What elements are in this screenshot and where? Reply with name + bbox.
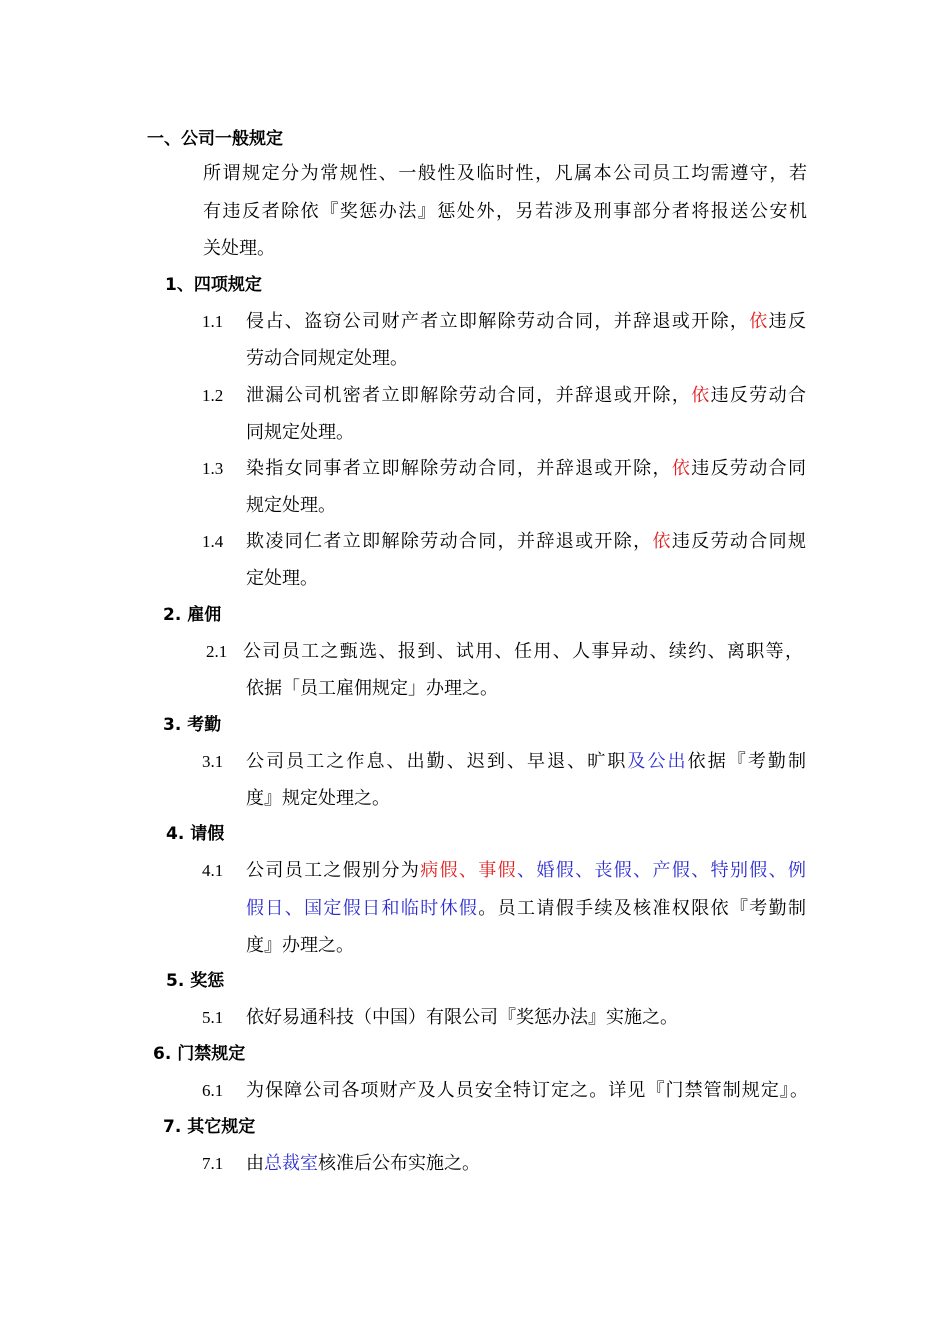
item-text-line: 泄漏公司机密者立即解除劳动合同，并辞退或开除，依违反劳动合 <box>246 385 807 406</box>
item-text-line: 同规定处理。 <box>246 422 354 443</box>
item-text-line: 公司员工之甄选、报到、试用、任用、人事异动、续约、离职等， <box>243 641 803 662</box>
item-number: 2.1 <box>206 642 228 661</box>
item-text-line: 为保障公司各项财产及人员安全特订定之。详见『门禁管制规定』。 <box>246 1080 808 1101</box>
section-heading-employment: 2. 雇佣 <box>163 605 222 625</box>
item-text-line: 公司员工之假别分为病假、事假、婚假、丧假、产假、特别假、例 <box>246 860 807 881</box>
item-number: 1.4 <box>202 532 224 551</box>
item-text-line: 假日、国定假日和临时休假。员工请假手续及核准权限依『考勤制 <box>246 898 807 919</box>
item-text-line: 定处理。 <box>246 568 318 589</box>
item-number: 4.1 <box>202 861 224 880</box>
item-number: 1.3 <box>202 459 224 478</box>
section-heading-reward-punishment: 5. 奖惩 <box>166 971 225 991</box>
item-text-line: 公司员工之作息、出勤、迟到、早退、旷职及公出依据『考勤制 <box>246 751 807 772</box>
item-text-line: 劳动合同规定处理。 <box>246 348 408 369</box>
item-text-line: 度』规定处理之。 <box>246 788 390 809</box>
item-text-line: 依好易通科技（中国）有限公司『奖惩办法』实施之。 <box>246 1007 678 1028</box>
section-heading-general: 一、公司一般规定 <box>147 129 283 149</box>
section-heading-attendance: 3. 考勤 <box>163 715 222 735</box>
item-number: 1.1 <box>202 312 224 331</box>
item-number: 1.2 <box>202 386 224 405</box>
section-heading-leave: 4. 请假 <box>166 824 225 844</box>
item-text-line: 度』办理之。 <box>246 935 354 956</box>
item-number: 7.1 <box>202 1154 224 1173</box>
item-number: 3.1 <box>202 752 224 771</box>
section-heading-other: 7. 其它规定 <box>163 1117 256 1137</box>
section-heading-four-rules: 1、四项规定 <box>165 275 262 295</box>
item-text-line: 侵占、盗窃公司财产者立即解除劳动合同，并辞退或开除，依违反 <box>246 311 807 332</box>
item-text-line: 规定处理。 <box>246 495 336 516</box>
section-heading-access-control: 6. 门禁规定 <box>153 1044 246 1064</box>
item-text-line: 依据「员工雇佣规定」办理之。 <box>246 678 498 699</box>
paragraph-line: 有违反者除依『奖惩办法』惩处外，另若涉及刑事部分者将报送公安机 <box>203 201 807 222</box>
paragraph-line: 所谓规定分为常规性、一般性及临时性，凡属本公司员工均需遵守，若 <box>203 163 807 184</box>
item-text-line: 欺凌同仁者立即解除劳动合同，并辞退或开除，依违反劳动合同规 <box>246 531 807 552</box>
item-number: 5.1 <box>202 1008 224 1027</box>
paragraph-line: 关处理。 <box>203 238 275 259</box>
item-text-line: 由总裁室核准后公布实施之。 <box>246 1153 480 1174</box>
item-number: 6.1 <box>202 1081 224 1100</box>
item-text-line: 染指女同事者立即解除劳动合同，并辞退或开除，依违反劳动合同 <box>246 458 807 479</box>
